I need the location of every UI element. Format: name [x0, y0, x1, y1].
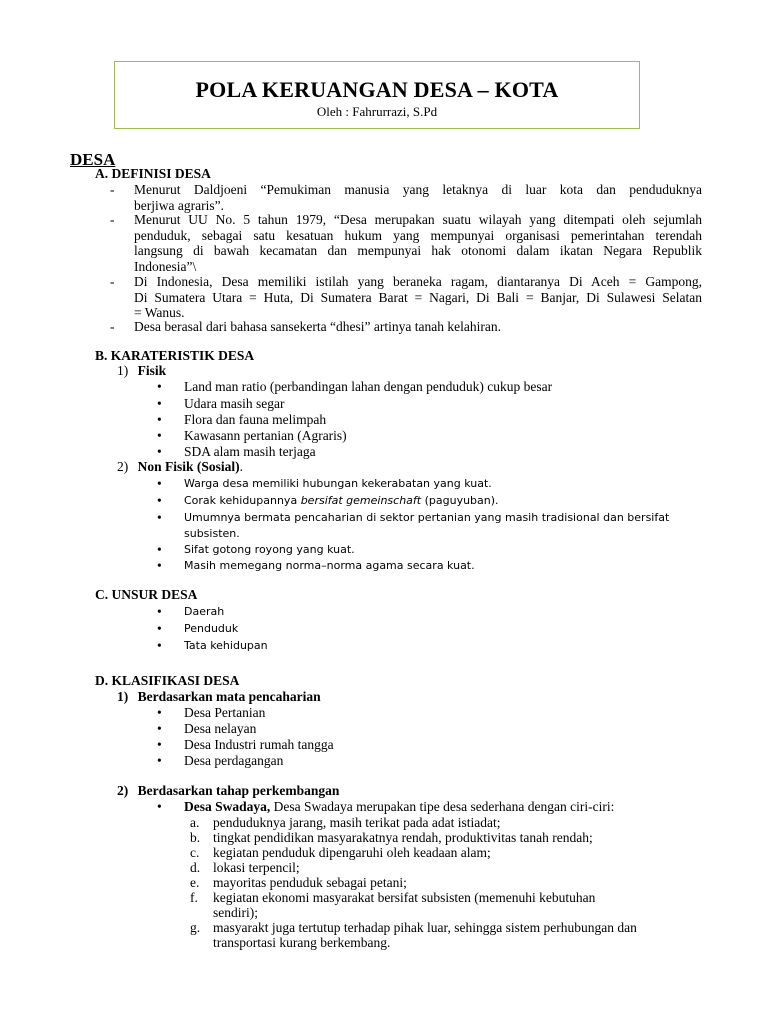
- definition-line: Di Indonesia, Desa memiliki istilah yang beraneka ragam, diantaranya Di Aceh = Gampong,: [134, 274, 702, 289]
- author-line: Oleh : Fahrurrazi, S.Pd: [316, 104, 438, 119]
- bullet-marker: •: [157, 705, 162, 720]
- sub-label: Berdasarkan mata pencaharian: [137, 689, 321, 704]
- list-item-text: Daerah: [184, 605, 225, 618]
- heading-karateristik-desa: B. KARATERISTIK DESA: [95, 348, 255, 363]
- list-item-text: Warga desa memiliki hubungan kekerabatan yang kuat.: [184, 477, 492, 490]
- definition-line: langsung di bawah kecamatan dan mempunyai hak otonomi dalam ikatan Negara Republik: [134, 243, 702, 258]
- list-item-text: Udara masih segar: [184, 396, 285, 411]
- list-item-text: SDA alam masih terjaga: [184, 444, 316, 459]
- definition-line: berjiwa agraris”.: [134, 197, 224, 213]
- lettered-item-text: kegiatan ekonomi masyarakat bersifat subsisten (memenuhi kebutuhan: [213, 890, 596, 905]
- dash-marker: -: [110, 274, 115, 289]
- bullet-marker: •: [157, 753, 162, 768]
- list-item-text: Umumnya bermata pencaharian di sektor pertanian yang masih tradisional dan bersifat: [184, 511, 670, 524]
- bullet-marker: •: [157, 558, 162, 573]
- letter-marker: f.: [190, 890, 198, 905]
- list-item-text: Desa Pertanian: [184, 705, 266, 720]
- bullet-marker: •: [157, 638, 162, 653]
- bullet-marker: •: [157, 476, 162, 491]
- sub-label: Fisik: [137, 363, 167, 378]
- sub-label: Non Fisik (Sosial): [137, 459, 240, 474]
- list-item-text: Desa nelayan: [184, 721, 257, 736]
- bullet-marker: •: [157, 396, 162, 411]
- text-run: (paguyuban).: [421, 494, 499, 507]
- bullet-marker: •: [157, 379, 162, 394]
- list-item-text: Penduduk: [184, 622, 239, 635]
- subheading-fisik: [117, 363, 166, 379]
- bullet-marker: •: [157, 621, 162, 636]
- definition-line: = Wanus.: [134, 305, 185, 320]
- definition-line: penduduk, sebagai satu kesatuan hukum yang mempunyai organisasi pemerintahan terendah: [134, 227, 702, 243]
- text-run: Corak kehidupannya: [184, 494, 301, 507]
- list-item-text: Flora dan fauna melimpah: [184, 412, 327, 427]
- bullet-marker: •: [157, 412, 162, 427]
- lettered-item-text: kegiatan penduduk dipengaruhi oleh keadaan alam;: [213, 845, 491, 860]
- heading-unsur-desa: C. UNSUR DESA: [95, 587, 198, 602]
- lettered-item-text: sendiri);: [213, 905, 258, 920]
- bullet-marker: •: [157, 428, 162, 443]
- text-run: Desa Swadaya merupakan tipe desa sederhana dengan ciri-ciri:: [270, 799, 615, 814]
- sub-label-suffix: .: [239, 459, 244, 474]
- list-item-text: Sifat gotong royong yang kuat.: [184, 543, 355, 556]
- definition-line: Menurut Daldjoeni “Pemukiman manusia yang letaknya di luar kota dan penduduknya: [134, 182, 702, 197]
- list-item-text: Tata kehidupan: [184, 639, 268, 652]
- letter-marker: e.: [190, 875, 200, 890]
- list-item-text: subsisten.: [184, 527, 240, 540]
- letter-marker: a.: [190, 815, 200, 830]
- definition-line: Di Sumatera Utara = Huta, Di Sumatera Barat = Nagari, Di Bali = Banjar, Di Sulawesi Selatan: [134, 289, 702, 305]
- list-item-text: Land man ratio (perbandingan lahan dengan penduduk) cukup besar: [184, 379, 553, 394]
- bullet-marker: •: [157, 542, 162, 557]
- dash-marker: -: [110, 319, 115, 334]
- sub-number: 1): [117, 363, 129, 378]
- letter-marker: g.: [190, 920, 201, 935]
- letter-marker: d.: [190, 860, 201, 875]
- lettered-item-text: transportasi kurang berkembang.: [213, 935, 391, 950]
- list-item-text: Desa Industri rumah tangga: [184, 737, 334, 752]
- bullet-marker: •: [157, 604, 162, 619]
- section-desa-heading: DESA: [70, 150, 116, 169]
- letter-marker: c.: [190, 845, 200, 860]
- lettered-item-text: lokasi terpencil;: [213, 860, 300, 875]
- title-box: [114, 61, 640, 129]
- subheading-mata-pencaharian: [117, 689, 321, 705]
- heading-klasifikasi-desa: D. KLASIFIKASI DESA: [95, 673, 240, 688]
- bullet-marker: •: [157, 721, 162, 736]
- sub-number: 2): [117, 459, 129, 474]
- bullet-marker: •: [157, 510, 162, 525]
- list-item-text: Kawasann pertanian (Agraris): [184, 428, 347, 443]
- sub-number: 2): [117, 783, 129, 798]
- sub-number: 1): [117, 689, 129, 704]
- italic-term: bersifat gemeinschaft: [300, 494, 422, 507]
- lettered-item-text: tingkat pendidikan masyarakatnya rendah, produktivitas tanah rendah;: [213, 830, 593, 845]
- list-item-text: [184, 799, 614, 815]
- desa-swadaya-term: Desa Swadaya,: [184, 799, 271, 814]
- lettered-item-text: masyarakt juga tertutup terhadap pihak luar, sehingga sistem perhubungan dan: [213, 920, 637, 935]
- list-item-text: Desa perdagangan: [184, 753, 284, 768]
- definition-line: Indonesia”\: [134, 258, 197, 274]
- bullet-marker: •: [157, 799, 162, 814]
- document-title: POLA KERUANGAN DESA – KOTA: [195, 77, 559, 102]
- letter-marker: b.: [190, 830, 201, 845]
- lettered-item-text: penduduknya jarang, masih terikat pada adat istiadat;: [213, 815, 501, 830]
- heading-definisi-desa: A. DEFINISI DESA: [95, 166, 211, 181]
- dash-marker: -: [110, 182, 115, 197]
- definition-line: Menurut UU No. 5 tahun 1979, “Desa merupakan suatu wilayah yang ditempati oleh sejumlah: [134, 212, 702, 227]
- lettered-item-text: mayoritas penduduk sebagai petani;: [213, 875, 407, 890]
- bullet-marker: •: [157, 493, 162, 508]
- sub-label: Berdasarkan tahap perkembangan: [137, 783, 340, 798]
- subheading-non-fisik: [117, 459, 243, 475]
- bullet-marker: •: [157, 737, 162, 752]
- bullet-marker: •: [157, 444, 162, 459]
- dash-marker: -: [110, 212, 115, 227]
- list-item-text: [184, 493, 499, 509]
- definition-line: Desa berasal dari bahasa sansekerta “dhesi” artinya tanah kelahiran.: [134, 319, 501, 334]
- subheading-tahap-perkembangan: [117, 783, 339, 799]
- list-item-text: Masih memegang norma–norma agama secara kuat.: [184, 559, 475, 572]
